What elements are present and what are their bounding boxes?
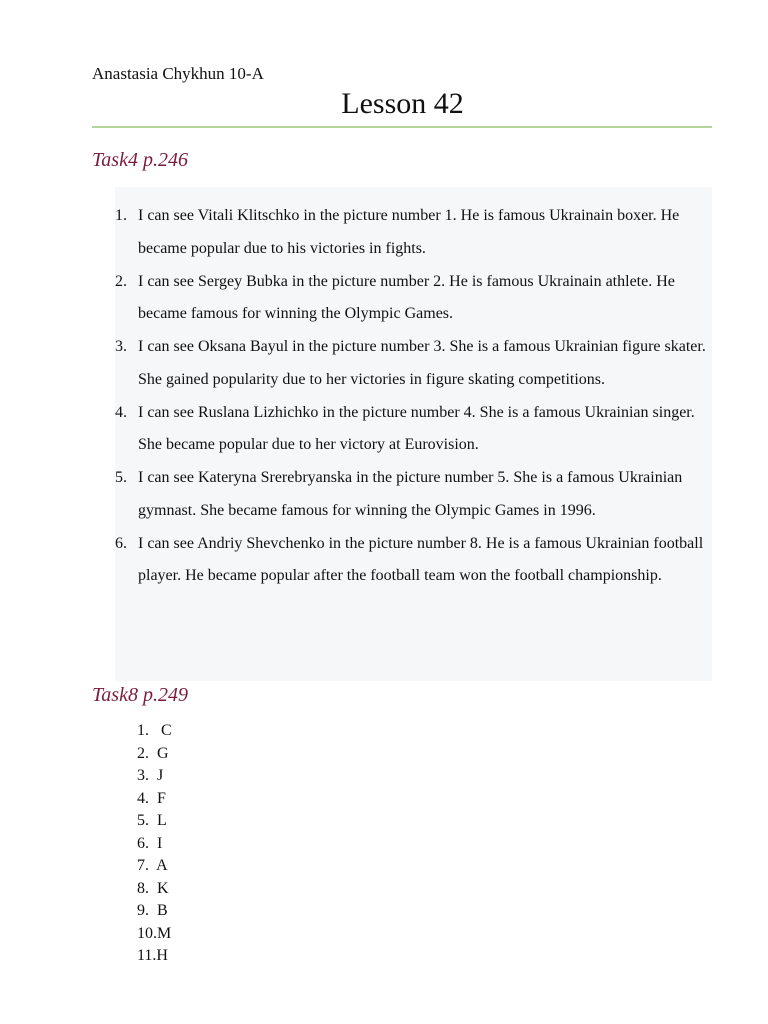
list-item: 10.M <box>137 924 172 942</box>
list-item: 5. L <box>137 812 167 829</box>
list-item: 3. J <box>137 767 164 784</box>
task4-answer-panel <box>115 187 712 681</box>
list-item-text: I can see Sergey Bubka in the picture number 2. He is famous Ukrainain athlete. He became famous for winning the Olympic Games. <box>138 272 675 323</box>
list-item <box>115 397 712 463</box>
list-item: 7. A <box>137 857 168 874</box>
task8-answer-list <box>137 720 172 968</box>
list-item-text: I can see Andriy Shevchenko in the picture number 8. He is a famous Ukrainian football player. He became popular after the football team won the football championship. <box>138 534 704 585</box>
author-name: Anastasia Chykhun 10-A <box>92 64 264 83</box>
list-item: 1. C <box>137 722 172 739</box>
list-item-number: 5. <box>115 469 127 486</box>
page-title: Lesson 42 <box>341 87 464 120</box>
title-divider <box>92 126 712 128</box>
list-item-text: I can see Kateryna Srerebryanska in the picture number 5. She is a famous Ukrainian gymnast. She became famous for winning the Olympic Games in 1996. <box>138 469 683 519</box>
list-item <box>115 200 712 266</box>
list-item <box>115 462 712 528</box>
list-item: 4. F <box>137 789 166 807</box>
list-item <box>115 331 712 397</box>
list-item: 11.H <box>137 947 168 964</box>
list-item <box>115 266 712 332</box>
list-item: 8. K <box>137 879 169 897</box>
list-item-text: I can see Vitali Klitschko in the picture number 1. He is famous Ukrainain boxer. He became popular due to his victories in fights. <box>138 207 680 257</box>
task8-heading: Task8 p.249 <box>92 684 188 706</box>
task4-answer-list <box>115 200 712 593</box>
list-item: 6. I <box>137 834 163 852</box>
list-item-number: 1. <box>115 207 127 224</box>
list-item-text: I can see Ruslana Lizhichko in the picture number 4. She is a famous Ukrainian singer. She became popular due to her victory at Eurovision. <box>138 403 695 454</box>
list-item-number: 4. <box>115 403 127 421</box>
list-item-number: 2. <box>115 272 127 290</box>
list-item: 9. B <box>137 902 168 919</box>
list-item-number: 6. <box>115 534 127 552</box>
task4-heading: Task4 p.246 <box>92 149 188 171</box>
list-item-number: 3. <box>115 338 127 355</box>
list-item-text: I can see Oksana Bayul in the picture number 3. She is a famous Ukrainian figure skater. She gained popularity due to her victories in figure skating competitions. <box>138 338 706 388</box>
list-item <box>115 528 712 594</box>
list-item: 2. G <box>137 744 169 762</box>
